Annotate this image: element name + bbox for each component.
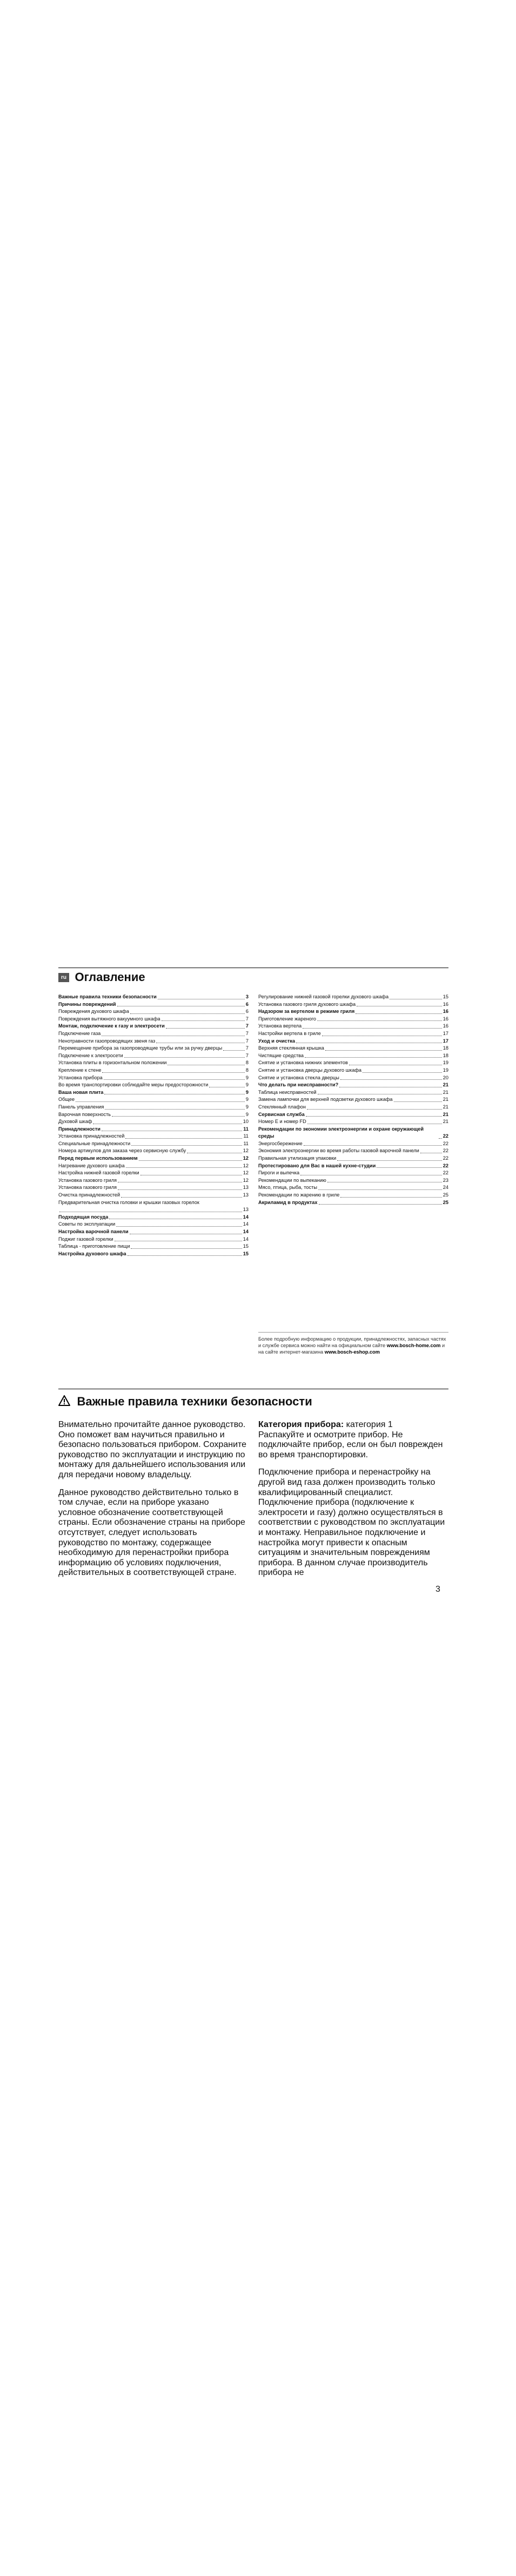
toc-entry[interactable] [58, 1096, 249, 1104]
toc-entry-title: Важные правила техники безопасности [58, 994, 157, 999]
category-paragraph [258, 1420, 448, 1460]
toc-entry-page: 14 [243, 1214, 249, 1220]
toc-leader-dots [394, 1101, 442, 1102]
toc-entry-title: Верхняя стеклянная крышка [258, 1045, 324, 1051]
safety-paragraph: Распакуйте и осмотрите прибор. Не подключайте прибор, если он был поврежден во время транспортировки. [258, 1430, 443, 1459]
toc-entry-title: Сервисная служба [258, 1111, 305, 1117]
toc-entry-page: 19 [443, 1060, 448, 1066]
toc-entry[interactable] [258, 1023, 448, 1030]
toc-entry-title: Уход и очистка [258, 1038, 296, 1044]
toc-leader-dots [166, 1028, 245, 1029]
toc-entry-page: 19 [443, 1067, 448, 1073]
toc-entry[interactable] [58, 1206, 249, 1214]
toc-entry-page: 9 [245, 1097, 249, 1103]
toc-entry-page: 23 [443, 1177, 448, 1183]
toc-leader-dots [337, 1160, 441, 1161]
toc-entry[interactable] [58, 993, 249, 1001]
info-note-text-2: и на сайте интернет-магазина [258, 1343, 445, 1355]
toc-entry-title: Номера артикулов для заказа через сервисную службу [58, 1148, 186, 1154]
toc-entry[interactable] [58, 1140, 249, 1148]
toc-entry[interactable] [58, 1104, 249, 1111]
toc-entry-page: 7 [245, 1045, 249, 1051]
toc-title: Оглавление [75, 970, 145, 984]
toc-entry-page: 9 [245, 1089, 249, 1095]
toc-entry-page: 18 [443, 1052, 448, 1058]
toc-entry[interactable] [258, 1140, 448, 1148]
toc-entry[interactable] [258, 1192, 448, 1199]
toc-entry-page: 21 [443, 1111, 448, 1117]
toc-entry[interactable] [58, 1228, 249, 1236]
toc-entry[interactable] [258, 1184, 448, 1192]
toc-entry-page: 16 [443, 1016, 448, 1022]
toc-entry-page: 9 [245, 1111, 249, 1117]
toc-entry[interactable] [258, 1162, 448, 1170]
toc-entry[interactable] [258, 1089, 448, 1097]
toc-entry-title: Варочная поверхность [58, 1111, 111, 1117]
warning-icon [58, 1395, 70, 1409]
toc-entry-page: 14 [243, 1229, 249, 1234]
toc-entry-page: 12 [243, 1162, 249, 1168]
toc-entry[interactable] [258, 1045, 448, 1052]
toc-entry-page: 11 [243, 1140, 249, 1146]
toc-entry[interactable] [58, 1038, 249, 1045]
toc-entry-title: Рекомендации по жарению в грилe [258, 1192, 340, 1198]
toc-entry-page: 11 [243, 1133, 249, 1139]
toc-entry-page: 21 [443, 1097, 448, 1103]
toc-entry[interactable] [258, 1177, 448, 1185]
safety-left-column [58, 1420, 249, 1586]
toc-entry-page: 25 [443, 1192, 448, 1198]
toc-entry[interactable] [258, 1081, 448, 1089]
toc-entry[interactable] [58, 1067, 249, 1074]
toc-leader-dots [112, 1116, 245, 1117]
toc-entry-title: Причины повреждений [58, 1001, 116, 1007]
toc-entry[interactable] [58, 1236, 249, 1243]
toc-entry[interactable] [58, 1052, 249, 1060]
toc-leader-dots [126, 1167, 242, 1168]
toc-leader-dots [340, 1079, 442, 1080]
toc-entry[interactable] [258, 1169, 448, 1177]
toc-leader-dots [363, 1072, 442, 1073]
toc-entry[interactable] [58, 1059, 249, 1067]
toc-entry[interactable] [58, 1111, 249, 1119]
toc-header [58, 968, 448, 984]
toc-left-column [58, 993, 249, 1257]
toc-leader-dots [125, 1138, 242, 1139]
toc-entry-page: 25 [443, 1199, 448, 1205]
safety-paragraph: Подключение прибора и перенастройку на другой вид газа должен производить только квалифицированный специалист. Подключение прибора (подключение к электросети и газу) должно осуществляться в соответствии с руководством по эксплуатации и монтажу. Неправильное подключение и настройка могут привести к опасным ситуациям и значительным повреждениям прибора. В данном случае производитель прибора не [258, 1468, 445, 1578]
toc-entry-title: Чистящие средства [258, 1052, 304, 1058]
toc-leader-dots [131, 1248, 242, 1249]
toc-entry-page: 8 [245, 1060, 249, 1066]
toc-entry[interactable] [58, 1177, 249, 1185]
toc-entry[interactable] [258, 1104, 448, 1111]
toc-entry-page: 11 [243, 1126, 249, 1132]
toc-entry-title: Повреждения вытяжного вакуумного шкафа [58, 1016, 160, 1022]
toc-entry-page: 22 [443, 1170, 448, 1176]
toc-entry-page: 8 [245, 1067, 249, 1073]
toc-entry-title: Установка плиты в горизонтальном положении [58, 1060, 167, 1066]
toc-leader-dots [377, 1167, 442, 1168]
toc-leader-dots [162, 1020, 245, 1021]
toc-entry[interactable] [258, 1096, 448, 1104]
toc-entry-title: Общее [58, 1097, 75, 1103]
toc-entry-title: Перед первым использованием [58, 1155, 138, 1161]
toc-entry-page: 6 [245, 1009, 249, 1015]
toc-entry[interactable] [258, 1111, 448, 1119]
toc-entry-title: Стеклянный плафон [258, 1104, 306, 1110]
toc-entry[interactable] [58, 1126, 249, 1133]
toc-entry-page: 7 [245, 1052, 249, 1058]
toc-leader-dots [130, 1013, 245, 1014]
toc-entry-page: 21 [443, 1089, 448, 1095]
toc-entry[interactable] [258, 1030, 448, 1038]
toc-right-column [258, 993, 448, 1206]
toc-entry[interactable] [258, 1008, 448, 1016]
toc-entry-page: 24 [443, 1185, 448, 1191]
toc-entry-page: 17 [443, 1030, 448, 1036]
toc-entry-title: Монтаж, подключение к газу и электросети [58, 1023, 165, 1029]
toc-entry-title: Духовой шкаф [58, 1119, 92, 1125]
toc-entry-title: Установка принадлежностей [58, 1133, 125, 1139]
toc-entry-title: Регулирование нижней газовой горелки духового шкафа [258, 994, 389, 999]
toc-entry-page: 10 [243, 1119, 249, 1125]
toc-entry[interactable] [58, 1250, 249, 1258]
toc-entry[interactable] [58, 1243, 249, 1250]
toc-entry-title: Повреждения духового шкафа [58, 1009, 129, 1015]
toc-entry-title: Принадлежности [58, 1126, 100, 1132]
toc-entry-title: Правильная утилизация упаковки [258, 1155, 337, 1161]
toc-entry[interactable] [258, 993, 448, 1001]
toc-entry-page: 7 [245, 1038, 249, 1044]
toc-entry-page: 16 [443, 1023, 448, 1029]
toc-entry-title: Панель управления [58, 1104, 104, 1110]
toc-entry[interactable] [58, 1045, 249, 1052]
toc-leader-dots [76, 1101, 245, 1102]
toc-entry-title: Нагревание духового шкафа [58, 1162, 125, 1168]
toc-entry-page: 15 [243, 1250, 249, 1256]
toc-leader-dots [139, 1160, 242, 1161]
toc-entry[interactable] [258, 1052, 448, 1060]
toc-entry[interactable] [58, 1074, 249, 1082]
toc-entry-title: Снятие и установка дверцы духового шкафа [258, 1067, 362, 1073]
toc-entry-page: 12 [243, 1155, 249, 1161]
toc-entry[interactable] [58, 1089, 249, 1097]
toc-entry-page: 13 [243, 1192, 249, 1198]
website-link[interactable]: www.bosch-home.com [386, 1343, 441, 1348]
category-label: Категория прибора: [258, 1420, 344, 1429]
toc-entry[interactable] [258, 1074, 448, 1082]
toc-leader-dots [128, 1255, 242, 1256]
safety-paragraph: Данное руководство действительно только в том случае, если на приборе указано условное обозначение соответствующей страны. Если обозначение страны на приборе отсутствует, следует использовать руководство по монтажу, содержащее необходимую для перенастройки прибора информацию об условиях подключения, действительных в соответствующей стране. [58, 1488, 245, 1578]
toc-entry[interactable] [58, 1214, 249, 1221]
toc-entry-page: 9 [245, 1082, 249, 1088]
toc-entry-page: 14 [243, 1236, 249, 1242]
toc-entry-title: Крепление к стене [58, 1067, 102, 1073]
safety-paragraph: Внимательно прочитайте данное руководство. Оно поможет вам научиться правильно и безопасно пользоваться прибором. Сохраните руководство по эксплуатации и инструкцию по монтажу для дальнейшего использования или для передачи новому владельцу. [58, 1420, 247, 1479]
toc-entry-page: 22 [443, 1133, 448, 1139]
toc-entry-page: 21 [443, 1119, 448, 1125]
toc-entry-page: 13 [243, 1185, 249, 1191]
safety-right-column [258, 1420, 448, 1586]
toc-entry-title: Перемещение прибора за газопроводящие трубы или за ручку дверцы [58, 1045, 223, 1051]
toc-leader-dots [340, 1197, 441, 1198]
toc-leader-dots [105, 1109, 244, 1110]
info-note-text: Более подробную информацию о продукции, принадлежностях, запасных частях и службе сервиса можно найти на официальном сайте [258, 1336, 446, 1348]
toc-entry-page: 21 [443, 1104, 448, 1110]
toc-entry-title: Экономия электроэнергии во время работы газовой варочной панели [258, 1148, 419, 1154]
toc-leader-dots [116, 1226, 242, 1227]
toc-entry[interactable] [58, 1081, 249, 1089]
toc-leader-dots [318, 1189, 442, 1190]
toc-entry-title: Подходящая посуда [58, 1214, 109, 1220]
toc-entry[interactable] [58, 1016, 249, 1023]
toc-entry-title: Таблица - приготовление пищи [58, 1243, 130, 1249]
toc-entry-title: Рекомендации по выпеканию [258, 1177, 326, 1183]
toc-entry[interactable] [258, 1038, 448, 1045]
toc-entry-title: Поджиг газовой горелки [58, 1236, 113, 1242]
toc-leader-dots [104, 1079, 245, 1080]
toc-leader-dots [131, 1145, 242, 1146]
toc-entry-title: Рекомендации по экономии электроэнергии и охране окружающей среды [258, 1126, 424, 1139]
toc-entry[interactable] [258, 1126, 448, 1140]
toc-leader-dots [356, 1013, 442, 1014]
toc-entry-title: Таблица неисправностей [258, 1089, 317, 1095]
toc-entry-page: 22 [443, 1140, 448, 1146]
toc-entry-title: Подключение к электросети [58, 1052, 123, 1058]
toc-entry[interactable] [258, 1016, 448, 1023]
toc-entry-title: Снятие и установка нижних элементов [258, 1060, 348, 1066]
toc-entry-title: Акриламид в продуктах [258, 1199, 318, 1205]
toc-leader-dots [307, 1109, 442, 1110]
info-note [258, 1332, 448, 1355]
toc-entry-page: 7 [245, 1030, 249, 1036]
toc-entry[interactable] [258, 1199, 448, 1207]
toc-entry-page: 16 [443, 1009, 448, 1015]
toc-entry-title: Подключение газа [58, 1030, 101, 1036]
toc-leader-dots [317, 1020, 442, 1021]
toc-entry-title: Приготовление жареного [258, 1016, 317, 1022]
toc-entry-title: Предварительная очистка головки и крышки газовых горелок [58, 1199, 199, 1205]
toc-entry-title: Пироги и выпечка [258, 1170, 300, 1176]
toc-leader-dots [439, 1138, 442, 1139]
toc-entry[interactable] [58, 1184, 249, 1192]
toc-entry-title: Настройка духового шкафа [58, 1250, 126, 1256]
safety-header [58, 1389, 448, 1409]
toc-leader-dots [304, 1145, 442, 1146]
toc-entry[interactable] [258, 1001, 448, 1009]
toc-entry-title: Номер E и номер FD [258, 1119, 306, 1125]
toc-entry-page: 7 [245, 1023, 249, 1029]
toc-entry[interactable] [58, 1162, 249, 1170]
toc-entry-title: Настройка варочной панели [58, 1229, 129, 1234]
toc-entry-title: Ваша новая плита [58, 1089, 104, 1095]
toc-leader-dots [303, 1028, 442, 1029]
toc-entry[interactable] [258, 1067, 448, 1074]
toc-entry-title: Установка газового гриля [58, 1185, 117, 1191]
toc-entry[interactable] [58, 1008, 249, 1016]
toc-entry[interactable] [58, 1221, 249, 1228]
toc-entry-title: Установка вертела [258, 1023, 302, 1029]
toc-entry[interactable] [58, 1133, 249, 1140]
toc-entry-page: 21 [443, 1082, 448, 1088]
toc-entry-page: 13 [243, 1207, 249, 1213]
toc-entry-page: 15 [243, 1243, 249, 1249]
toc-leader-dots [102, 1072, 244, 1073]
toc-entry-page: 9 [245, 1104, 249, 1110]
language-badge: ru [58, 973, 69, 982]
toc-entry[interactable] [58, 1147, 249, 1155]
toc-entry-page: 17 [443, 1038, 448, 1044]
toc-entry-title: Настройка нижней газовой горелки [58, 1170, 139, 1176]
toc-entry-page: 16 [443, 1001, 448, 1007]
toc-entry-title: Замена лампочки для верхней подсветки духового шкафа [258, 1097, 393, 1103]
toc-leader-dots [118, 1189, 242, 1190]
toc-entry-title: Протестировано для Вас в нашей кухне-студии [258, 1162, 376, 1168]
toc-entry-title: Установка газового гриля духового шкафа [258, 1001, 356, 1007]
toc-leader-dots [305, 1057, 442, 1058]
toc-entry[interactable] [58, 1192, 249, 1199]
toc-entry-title: Настройки вертела в гриле [258, 1030, 321, 1036]
toc-leader-dots [325, 1050, 442, 1051]
toc-entry-page: 22 [443, 1155, 448, 1161]
toc-entry-page: 7 [245, 1016, 249, 1022]
page-number: 3 [435, 1585, 440, 1594]
toc-entry-title: Ненотравности газопроводящих звеня газ [58, 1038, 156, 1044]
category-value: категория 1 [344, 1420, 393, 1429]
toc-leader-dots [319, 1204, 442, 1205]
toc-entry-page: 20 [443, 1074, 448, 1080]
toc-leader-dots [121, 1197, 242, 1198]
toc-entry-title: Что делать при неисправности? [258, 1082, 339, 1088]
toc-entry[interactable] [258, 1059, 448, 1067]
toc-entry-page: 18 [443, 1045, 448, 1051]
toc-entry-page: 3 [245, 994, 249, 999]
toc-entry[interactable] [58, 1118, 249, 1126]
toc-entry[interactable] [58, 1023, 249, 1030]
toc-entry-title: Мясо, птица, рыба, тосты [258, 1185, 317, 1191]
toc-entry[interactable] [258, 1147, 448, 1155]
toc-entry-title: Специальные принадлежности [58, 1140, 131, 1146]
toc-leader-dots [124, 1057, 245, 1058]
toc-entry-page: 14 [243, 1221, 249, 1227]
eshop-link[interactable]: www.bosch-eshop.com [324, 1349, 380, 1355]
toc-entry[interactable] [58, 1155, 249, 1162]
toc-entry-page: 12 [243, 1148, 249, 1154]
toc-entry-page: 15 [443, 994, 448, 999]
toc-entry-title: Снятие и установка стекла дверцы [258, 1074, 339, 1080]
toc-entry[interactable] [58, 1001, 249, 1009]
toc-entry[interactable] [258, 1155, 448, 1162]
toc-entry-page: 22 [443, 1162, 448, 1168]
toc-entry-page: 22 [443, 1148, 448, 1154]
safety-title: Важные правила техники безопасности [77, 1395, 312, 1408]
toc-entry-title: Энергосбережение [258, 1140, 303, 1146]
toc-entry-title: Установка прибора [58, 1074, 103, 1080]
toc-entry-title: Советы по эксплуатации [58, 1221, 116, 1227]
toc-entry[interactable] [258, 1118, 448, 1126]
toc-entry-page: 12 [243, 1177, 249, 1183]
toc-leader-dots [223, 1050, 245, 1051]
toc-entry-title: Очистка принадлежностей [58, 1192, 120, 1198]
toc-entry-title: Во время транспортировки соблюдайте меры предосторожности [58, 1082, 209, 1088]
toc-entry-page: 6 [245, 1001, 249, 1007]
toc-entry-page: 9 [245, 1074, 249, 1080]
toc-entry-title: Надзором за вертелом в режиме гриля [258, 1009, 355, 1015]
toc-entry[interactable] [58, 1199, 249, 1207]
toc-entry-page: 12 [243, 1170, 249, 1176]
toc-entry-title: Установка газового гриля [58, 1177, 117, 1183]
toc-leader-dots [306, 1116, 442, 1117]
toc-entry[interactable] [58, 1169, 249, 1177]
toc-entry[interactable] [58, 1030, 249, 1038]
